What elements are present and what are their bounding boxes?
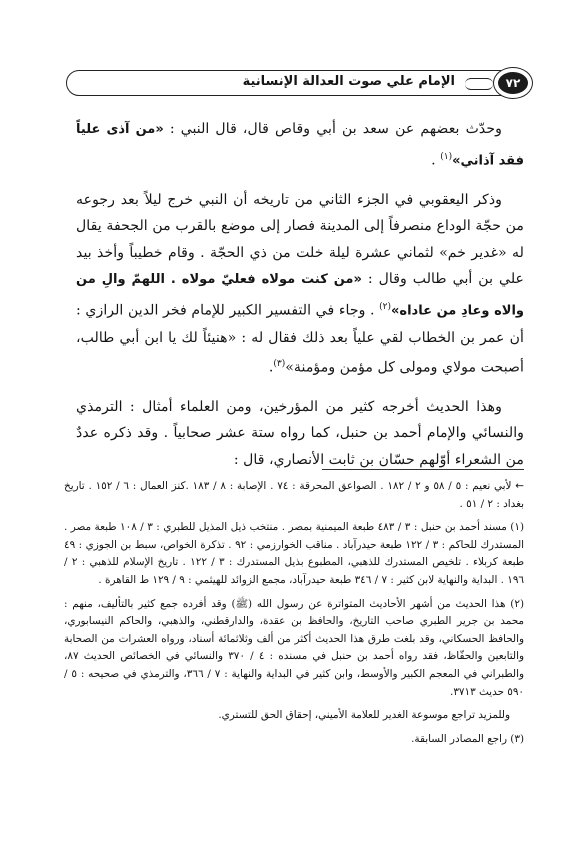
footnote [64,596,524,702]
footnotes [64,478,524,754]
header-ornament [465,78,493,90]
footnote-ref: (٢) [379,301,392,312]
hadith-quote: «من كنت مولاه فعليّ مولاه . اللهمّ والِ من والاه وعادِ من عاداه» [76,272,524,319]
footnote-ref: (١) [440,151,453,162]
footnote [64,519,524,589]
continuation-arrow-icon: ← [515,480,524,492]
footnote-text: راجع المصادر السابقة. [411,732,507,745]
footnote [64,731,524,749]
page-header [66,70,529,96]
main-text [76,116,524,485]
footnote-extra: وللمزيد تراجع موسوعة الغدير للعلامة الأميني، إحقاق الحق للتستري. [218,709,510,722]
footnote-number: (٣) [510,732,524,745]
footnote-number: (٢) [510,597,524,610]
footnote-divider [322,469,524,470]
page-number: ٧٢ [498,72,528,94]
footnote-text: هذا الحديث من أشهر الأحاديث المتواترة عن رسول الله (ﷺ) وقد أفرده جمع كثير بالتأليف، منهم : محمد بن جرير الطبري صاحب التاريخ، والحافظ بن عقدة، والدارقطني، والذهبي، والحاكم النيسابوري، والحافظ الحسكاني، وقد بلغت طرق هذا الحديث أكثر من ألف وثلاثمائة أسناد، ورواه العشرات من الصحابة والتابعين والحفّاظ، فقد رواه أحمد بن حنبل في مسنده : ٤ / ٣٧٠ والنسائي في الخصائص الحديث ٨٧، والطبراني في المعجم الكبير والأوسط، وابن كثير في البداية والنهاية : ٧ / ٣٦٦، والترمذي في صحيحه : ٥ / ٥٩٠ حديث ٣٧١٣. [64,597,524,698]
running-title: الإمام علي صوت العدالة الإنسانية [242,74,455,89]
footnote-number: (١) [510,521,525,534]
footnote-ref: (٣) [273,359,286,370]
paragraph: وهذا الحديث أخرجه كثير من المؤرخين، ومن العلماء أمثال : الترمذي والنسائي والإمام أحمد بن حنبل، كما رواه ستة عشر صحابياً . وقد ذكره عددٌ من الشعراء أوّلهم حسّان بن ثابت الأنصاري، قال : [76,398,524,468]
page-number-badge [493,67,533,99]
hadith-quote: «من آذى علياً فقد آذاني» [76,122,524,169]
paragraph: وحدّث بعضهم عن سعد بن أبي وقاص قال، قال النبي : «من آذى علياً فقد آذاني»$^{(١)}$ . [76,121,524,169]
footnote-continuation: ← لأبي نعيم : ٥ / ٥٨ و ٢ / ١٨٢ . الصواعق المحرقة : ٧٤ . الإصابة : ٨ / ١٨٣ .كنز العمال : ٦ / ١٥٢ . تاريخ بغداد : ٢ / ٥١ . [64,480,524,510]
paragraph: وذكر اليعقوبي في الجزء الثاني من تاريخه أن النبي خرج ليلاً بعد رجوعه من حجّة الوداع منصرفاً إلى المدينة فصار إلى موضع بالقرب من الجحفة يقال له «غدير خم» لثماني عشرة ليلة خلت من ذي الحجّة . وقام خطيباً وأخذ بيد علي بن أبي طالب وقال : «من كنت مولاه فعليّ مولاه . اللهمّ والِ من والاه وعادِ من عاداه»$^{(٢)}$ . وجاء في التفسير الكبير للإمام فخر الدين الرازي : أن عمر بن الخطاب لقي علياً بعد ذلك فقال له : «هنيئاً لك يا ابن أبي طالب، أصبحت مولاي ومولى كل مؤمن ومؤمنة»$^{(٣)}$. [76,191,524,377]
footnote-text: مسند أحمد بن حنبل : ٣ / ٤٨٣ طبعة الميمنية بمصر . منتخب ذيل المذيل للطبري : ٣ / ١٠٨ طبعة مصر . المستدرك للحاكم : ٣ / ١٢٢ طبعة حيدرآباد . مناقب الخوارزمي : ٩٢ . تذكرة الخواص، سبط بن الجوزي : ٤٩ طبعة كربلاء . تلخيص المستدرك للذهبي، المطبوع بذيل المستدرك : ٣ / ١٢٢ . تاريخ الإسلام للذهبي : ٢ / ١٩٦ . البداية والنهاية لابن كثير : ٧ / ٣٤٦ طبعة حيدرآباد، مجمع الزوائد للهيثمي : ٩ / ١٢٩ ط القاهرة . [64,521,524,586]
